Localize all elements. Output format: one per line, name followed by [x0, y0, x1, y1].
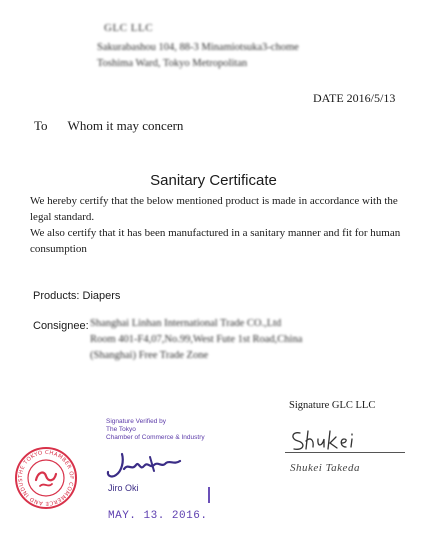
recipient-line [34, 118, 183, 134]
consignee-line-2: Room 401-F4,07,No.99,West Fute 1st Road,China [90, 334, 303, 345]
certification-paragraph-1: We hereby certify that the below mentioned product is made in accordance with the legal standard. [30, 195, 398, 223]
company-name: GLC LLC [104, 22, 154, 34]
certificate-title: Sanitary Certificate [150, 172, 277, 189]
chamber-verification-stamp [106, 418, 205, 442]
stamp-mark [208, 487, 210, 503]
signature-label: Signature GLC LLC [289, 400, 376, 411]
chamber-name-line: Chamber of Commerce & Industry [106, 434, 205, 441]
signatory-printed-name: Shukei Takeda [290, 462, 360, 474]
verified-line: Signature Verified by [106, 418, 166, 425]
date-line: DATE 2016/5/13 [313, 91, 396, 105]
chamber-seal [14, 446, 78, 510]
certification-paragraph-2: We also certify that it has been manufactured in a sanitary manner and fit for human consumption [30, 227, 401, 255]
verifier-name: Jiro Oki [108, 483, 139, 493]
chamber-city-line: The Tokyo [106, 426, 136, 433]
verifier-handwritten-signature [104, 451, 186, 481]
seal-ring-text: THE TOKYO CHAMBER OF COMMERCE AND INDUS [17, 449, 75, 507]
address-line-1: Sakurabashou 104, 88-3 Minamiotsuka3-chome [97, 42, 299, 53]
to-label: To [34, 118, 48, 133]
products-line: Products: Diapers [33, 290, 121, 302]
addressee: Whom it may concern [67, 118, 184, 133]
verification-date-stamp: MAY. 13. 2016. [108, 510, 208, 522]
consignee-label: Consignee: [33, 320, 89, 332]
consignee-line-3: (Shanghai) Free Trade Zone [90, 350, 209, 361]
signatory-handwritten-signature [286, 427, 376, 455]
consignee-line-1: Shanghai Linhan International Trade CO.,Ltd [90, 318, 282, 329]
address-line-2: Toshima Ward, Tokyo Metropolitan [97, 58, 248, 69]
signature-line [285, 452, 405, 453]
